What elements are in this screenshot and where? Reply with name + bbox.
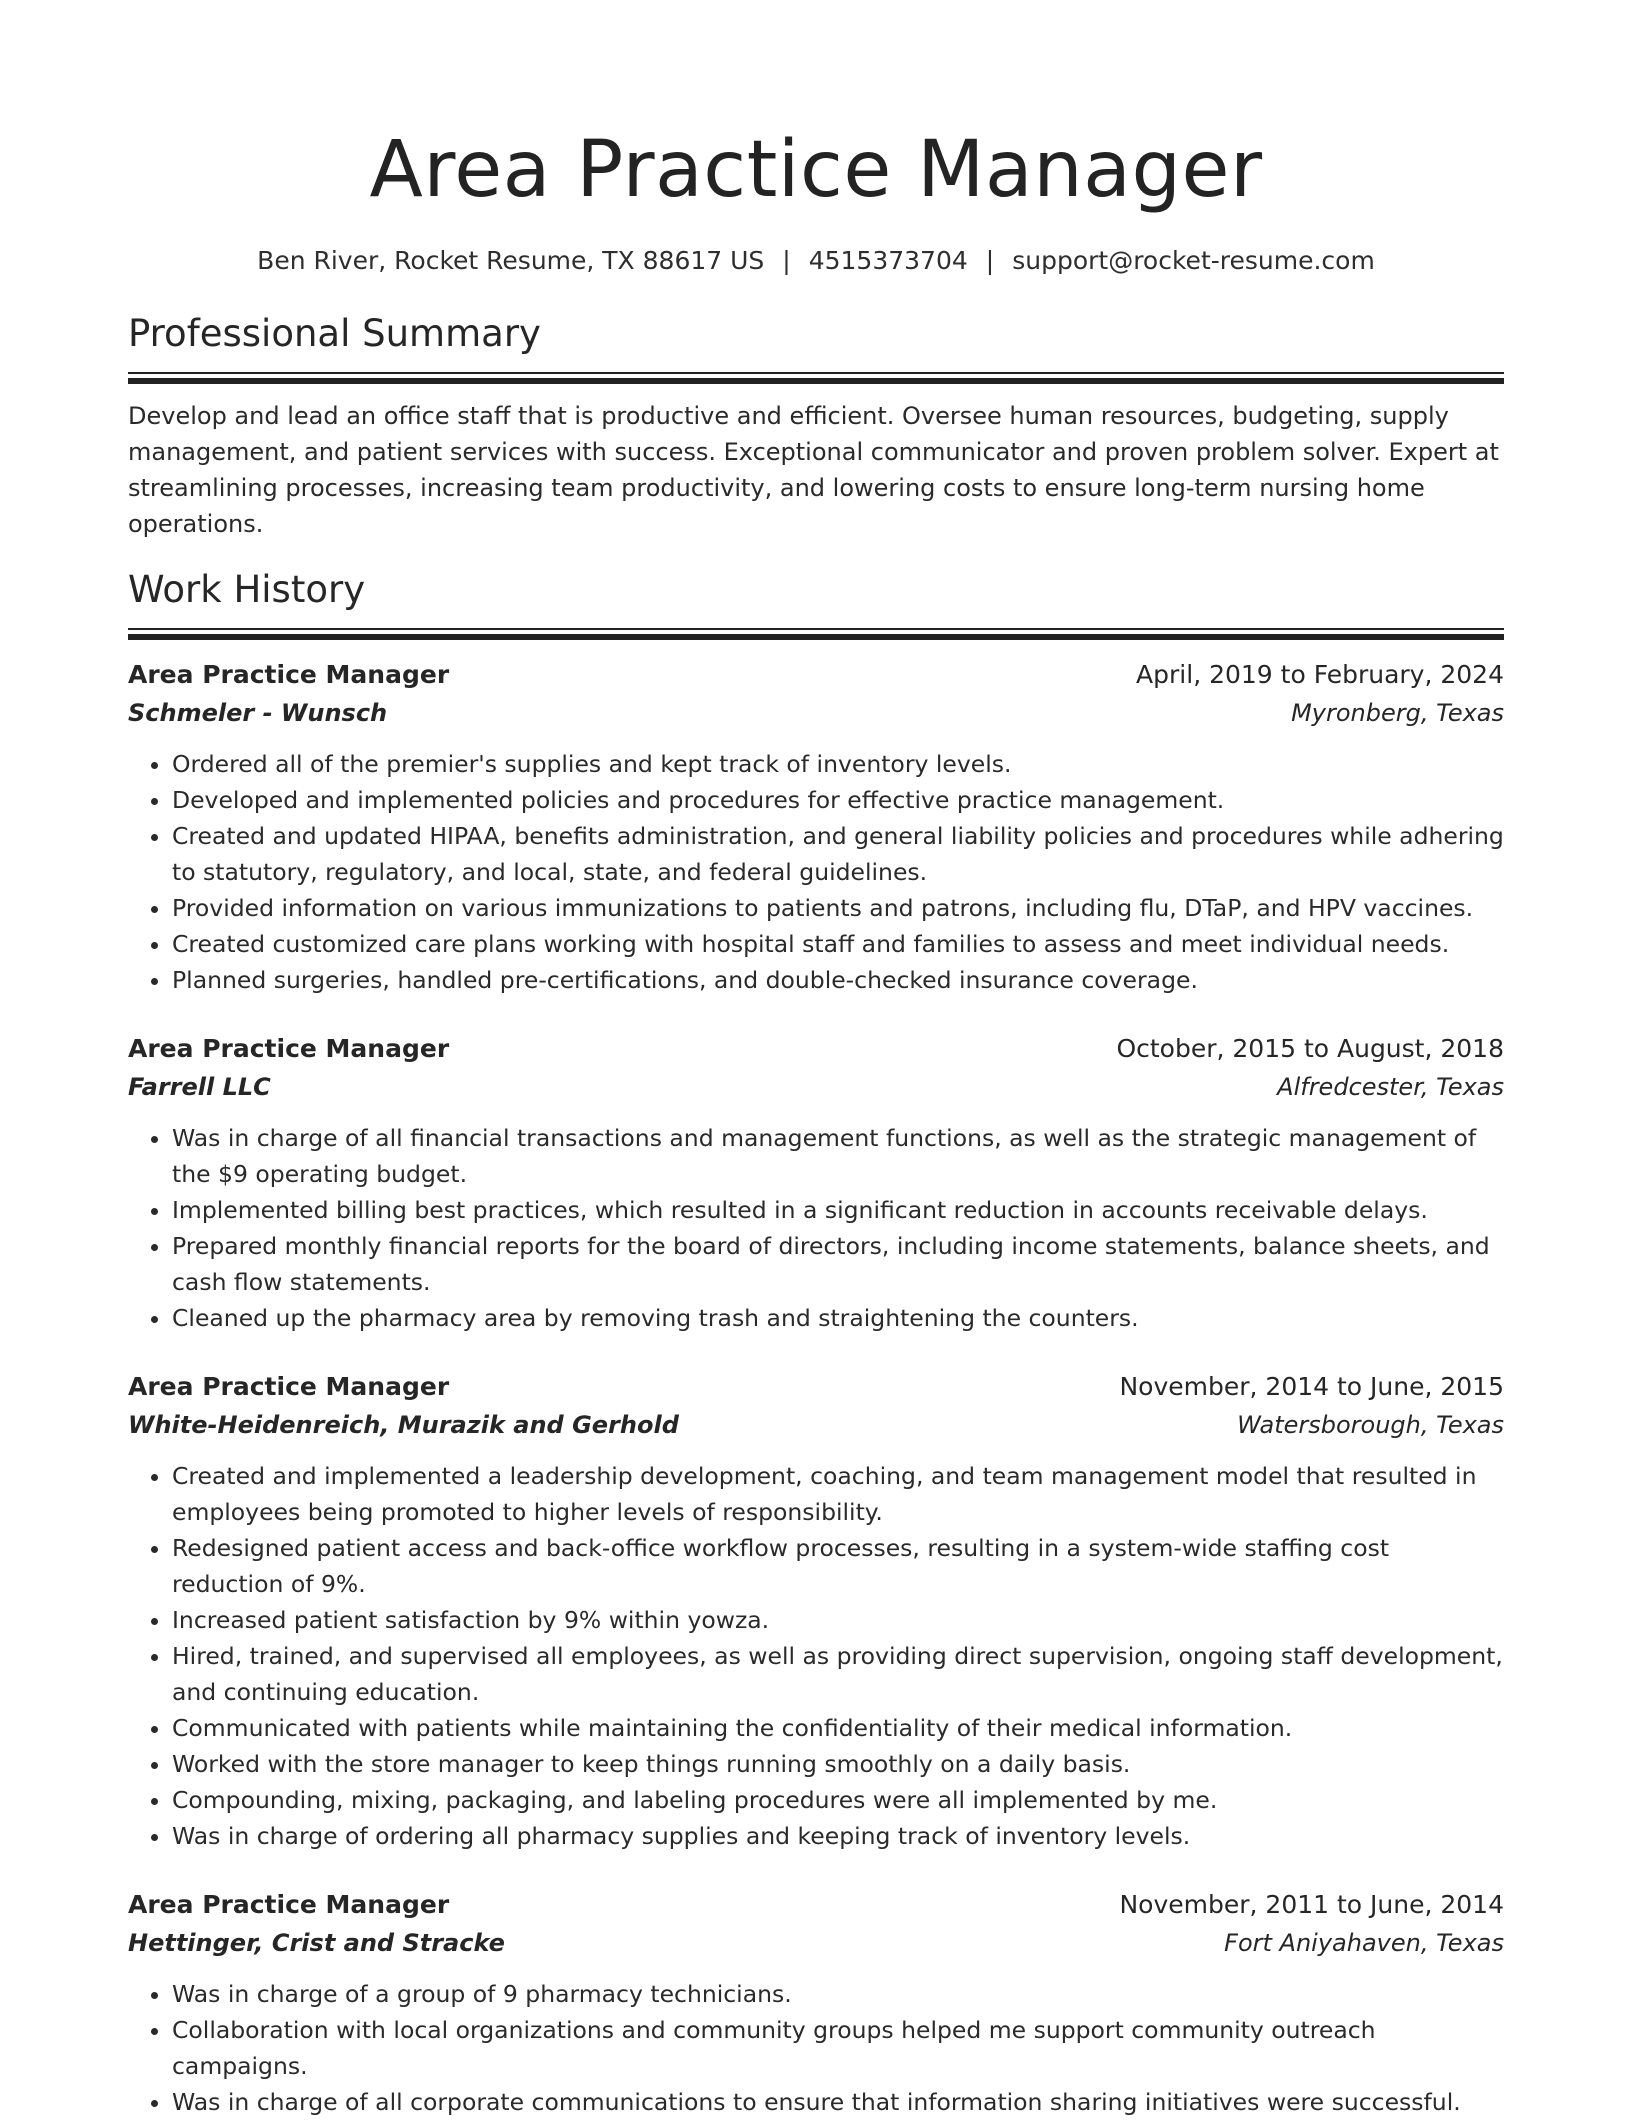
resume-title: Area Practice Manager xyxy=(369,125,1263,215)
job-bullet: • Developed and implemented policies and procedures for effective practice management. xyxy=(172,782,1504,818)
job-bullet: • Hired, trained, and supervised all employees, as well as providing direct supervision, ongoing staff development, and continuing education. xyxy=(172,1638,1504,1710)
job-company: Schmeler - Wunsch xyxy=(128,699,388,727)
job-bullet-list xyxy=(128,1458,1504,1854)
job-title: Area Practice Manager xyxy=(128,1372,450,1401)
job-bullet: • Created and updated HIPAA, benefits administration, and general liability policies and procedures while adhering to statutory, regulatory, and local, state, and federal guidelines. xyxy=(172,818,1504,890)
job-entry xyxy=(128,1886,1504,2120)
job-bullet: • Increased patient satisfaction by 9% within yowza. xyxy=(172,1602,1504,1638)
job-entry xyxy=(128,1368,1504,1854)
job-bullet: • Implemented billing best practices, which resulted in a significant reduction in accounts receivable delays. xyxy=(172,1192,1504,1228)
professional-summary-section xyxy=(128,310,1504,542)
contact-separator: | xyxy=(782,246,791,275)
job-bullet: • Prepared monthly financial reports for the board of directors, including income statements, balance sheets, and cash flow statements. xyxy=(172,1228,1504,1300)
section-heading-summary: Professional Summary xyxy=(128,312,541,355)
contact-email: support@rocket-resume.com xyxy=(1012,246,1375,275)
contact-separator: | xyxy=(985,246,995,275)
job-dates: November, 2011 to June, 2014 xyxy=(1119,1890,1504,1919)
contact-line xyxy=(128,244,1504,278)
job-bullet: • Communicated with patients while maintaining the confidentiality of their medical information. xyxy=(172,1710,1504,1746)
contact-address: Ben River, Rocket Resume, TX 88617 US xyxy=(257,246,765,275)
job-location: Watersborough, Texas xyxy=(1237,1411,1504,1439)
section-heading-work: Work History xyxy=(128,568,366,611)
job-dates: November, 2014 to June, 2015 xyxy=(1119,1372,1504,1401)
job-location: Myronberg, Texas xyxy=(1291,699,1504,727)
job-bullet: • Created and implemented a leadership development, coaching, and team management model that resulted in employees being promoted to higher levels of responsibility. xyxy=(172,1458,1504,1530)
job-header-row xyxy=(128,1368,1504,1406)
job-bullet: • Was in charge of a group of 9 pharmacy technicians. xyxy=(172,1976,1504,2012)
job-entry xyxy=(128,1030,1504,1336)
job-bullet: • Planned surgeries, handled pre-certifications, and double-checked insurance coverage. xyxy=(172,962,1504,998)
job-location: Alfredcester, Texas xyxy=(1277,1073,1504,1101)
job-bullet: • Cleaned up the pharmacy area by removing trash and straightening the counters. xyxy=(172,1300,1504,1336)
job-bullet: • Created customized care plans working with hospital staff and families to assess and meet individual needs. xyxy=(172,926,1504,962)
job-title: Area Practice Manager xyxy=(128,1034,450,1063)
job-bullet: • Compounding, mixing, packaging, and labeling procedures were all implemented by me. xyxy=(172,1782,1504,1818)
job-entry xyxy=(128,656,1504,998)
job-bullet: • Ordered all of the premier's supplies and kept track of inventory levels. xyxy=(172,746,1504,782)
job-header-row xyxy=(128,1030,1504,1068)
job-header-row xyxy=(128,656,1504,694)
job-bullet: • Redesigned patient access and back-office workflow processes, resulting in a system-wide staffing cost reduction of 9%. xyxy=(172,1530,1504,1602)
job-dates: October, 2015 to August, 2018 xyxy=(1116,1034,1504,1063)
job-company: Farrell LLC xyxy=(128,1073,271,1101)
job-bullet-list xyxy=(128,1976,1504,2120)
work-history-section xyxy=(128,566,1504,2120)
job-bullet-list xyxy=(128,746,1504,998)
job-bullet: • Was in charge of all financial transactions and management functions, as well as the strategic management of the $9 operating budget. xyxy=(172,1120,1504,1192)
job-bullet: • Was in charge of ordering all pharmacy supplies and keeping track of inventory levels. xyxy=(172,1818,1504,1854)
job-company-row xyxy=(128,694,1504,732)
job-company-row xyxy=(128,1068,1504,1106)
job-bullet: • Collaboration with local organizations and community groups helped me support community outreach campaigns. xyxy=(172,2012,1504,2084)
job-dates: April, 2019 to February, 2024 xyxy=(1136,660,1504,689)
job-bullet-list xyxy=(128,1120,1504,1336)
section-divider xyxy=(128,628,1504,640)
job-company: Hettinger, Crist and Stracke xyxy=(128,1929,505,1957)
job-company-row xyxy=(128,1924,1504,1962)
job-title: Area Practice Manager xyxy=(128,660,450,689)
section-divider xyxy=(128,372,1504,384)
job-bullet: • Worked with the store manager to keep things running smoothly on a daily basis. xyxy=(172,1746,1504,1782)
job-bullet: • Was in charge of all corporate communications to ensure that information sharing initiatives were successful. xyxy=(172,2084,1504,2120)
job-title: Area Practice Manager xyxy=(128,1890,450,1919)
job-location: Fort Aniyahaven, Texas xyxy=(1224,1929,1504,1957)
job-bullet: • Provided information on various immunizations to patients and patrons, including flu, DTaP, and HPV vaccines. xyxy=(172,890,1504,926)
contact-phone: 4515373704 xyxy=(808,246,968,275)
job-header-row xyxy=(128,1886,1504,1924)
summary-text: Develop and lead an office staff that is productive and efficient. Oversee human resources, budgeting, supply management, and patient services with success. Exceptional communicator and proven problem solver. Expert at streamlining processes, increasing team productivity, and lowering costs to ensure long-term nursing home operations. xyxy=(128,402,1499,538)
job-company: White-Heidenreich, Murazik and Gerhold xyxy=(128,1411,679,1439)
job-company-row xyxy=(128,1406,1504,1444)
